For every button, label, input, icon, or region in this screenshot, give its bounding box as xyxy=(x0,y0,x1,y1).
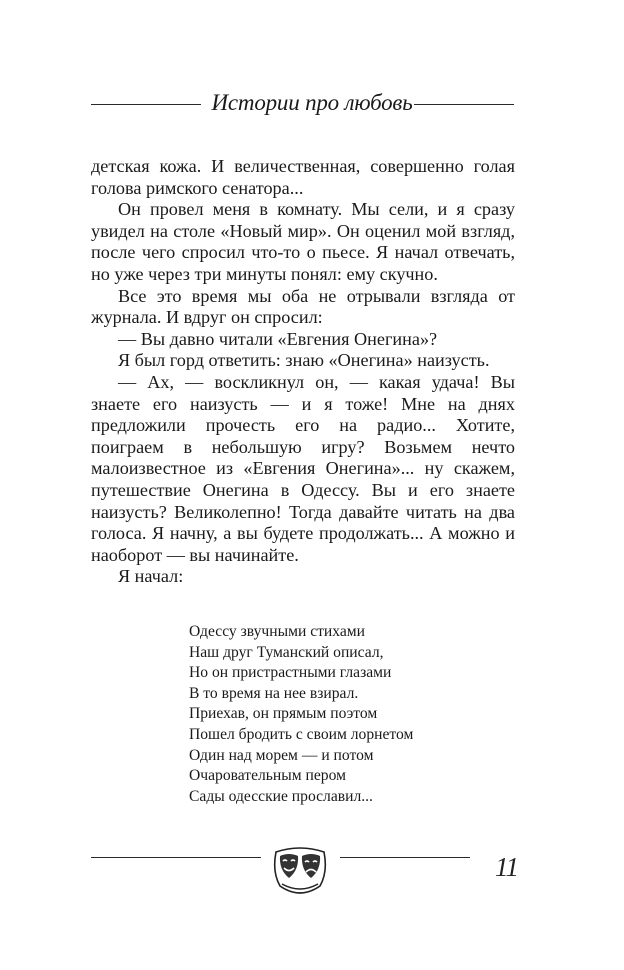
poem-line: В то время на нее взирал. xyxy=(189,684,359,702)
paragraph: Он провел меня в комнату. Мы сели, и я сразу увидел на столе «Новый мир». Он оценил мой взгляд, после чего спросил что-то о пьесе. Я начал отвечать, но уже через три минуты понял: ему скучно. xyxy=(91,199,515,284)
paragraph: Все это время мы оба не отрывали взгляда от журнала. И вдруг он спросил: xyxy=(91,285,515,328)
poem-line: Одессу звучными стихами xyxy=(189,623,366,640)
paragraph: — Вы давно читали «Евгения Онегина»? xyxy=(118,328,438,349)
poem-line: Но он пристрастными глазами xyxy=(189,664,392,682)
paragraph: Я начал: xyxy=(118,566,184,587)
paragraph: детская кожа. И величественная, совершенно голая голова римского сенатора... xyxy=(91,156,515,198)
header-rule-right xyxy=(414,104,514,105)
poem-line: Приехав, он прямым поэтом xyxy=(189,705,378,723)
poem-line: Один над морем — и потом xyxy=(189,746,374,764)
paragraph: — Ах, — воскликнул он, — какая удача! Вы знаете его наизусть — и я тоже! Мне на днях предложили прочесть его на радио... Хотите, поиграем в небольшую игру? Возьмем нечто малоизвестное из «Евгения Онегина»... ну скажем, путешествие Онегина в Одессу. Вы и его знаете наизусть? Великолепно! Тогда давайте читать на два голоса. Я начну, а вы будете продолжать... А можно и наоборот — вы начинайте. xyxy=(91,371,515,565)
page-number: 11 xyxy=(495,852,518,882)
poem-line: Очаровательным пером xyxy=(189,767,346,785)
paragraph: Я был горд ответить: знаю «Онегина» наизусть. xyxy=(118,350,490,371)
poem-line: Пошел бродить с своим лорнетом xyxy=(189,725,414,743)
poem-line: Сады одесские прославил... xyxy=(189,787,373,805)
header-rule-left xyxy=(91,104,201,105)
running-header-title: Истории про любовь xyxy=(211,90,413,115)
theatre-masks-icon xyxy=(270,846,330,898)
poem-line: Наш друг Туманский описал, xyxy=(189,643,384,661)
poem-stanza xyxy=(189,622,413,807)
footer-rule-left xyxy=(91,857,261,858)
footer-rule-right xyxy=(340,857,470,858)
body-text xyxy=(91,156,515,588)
